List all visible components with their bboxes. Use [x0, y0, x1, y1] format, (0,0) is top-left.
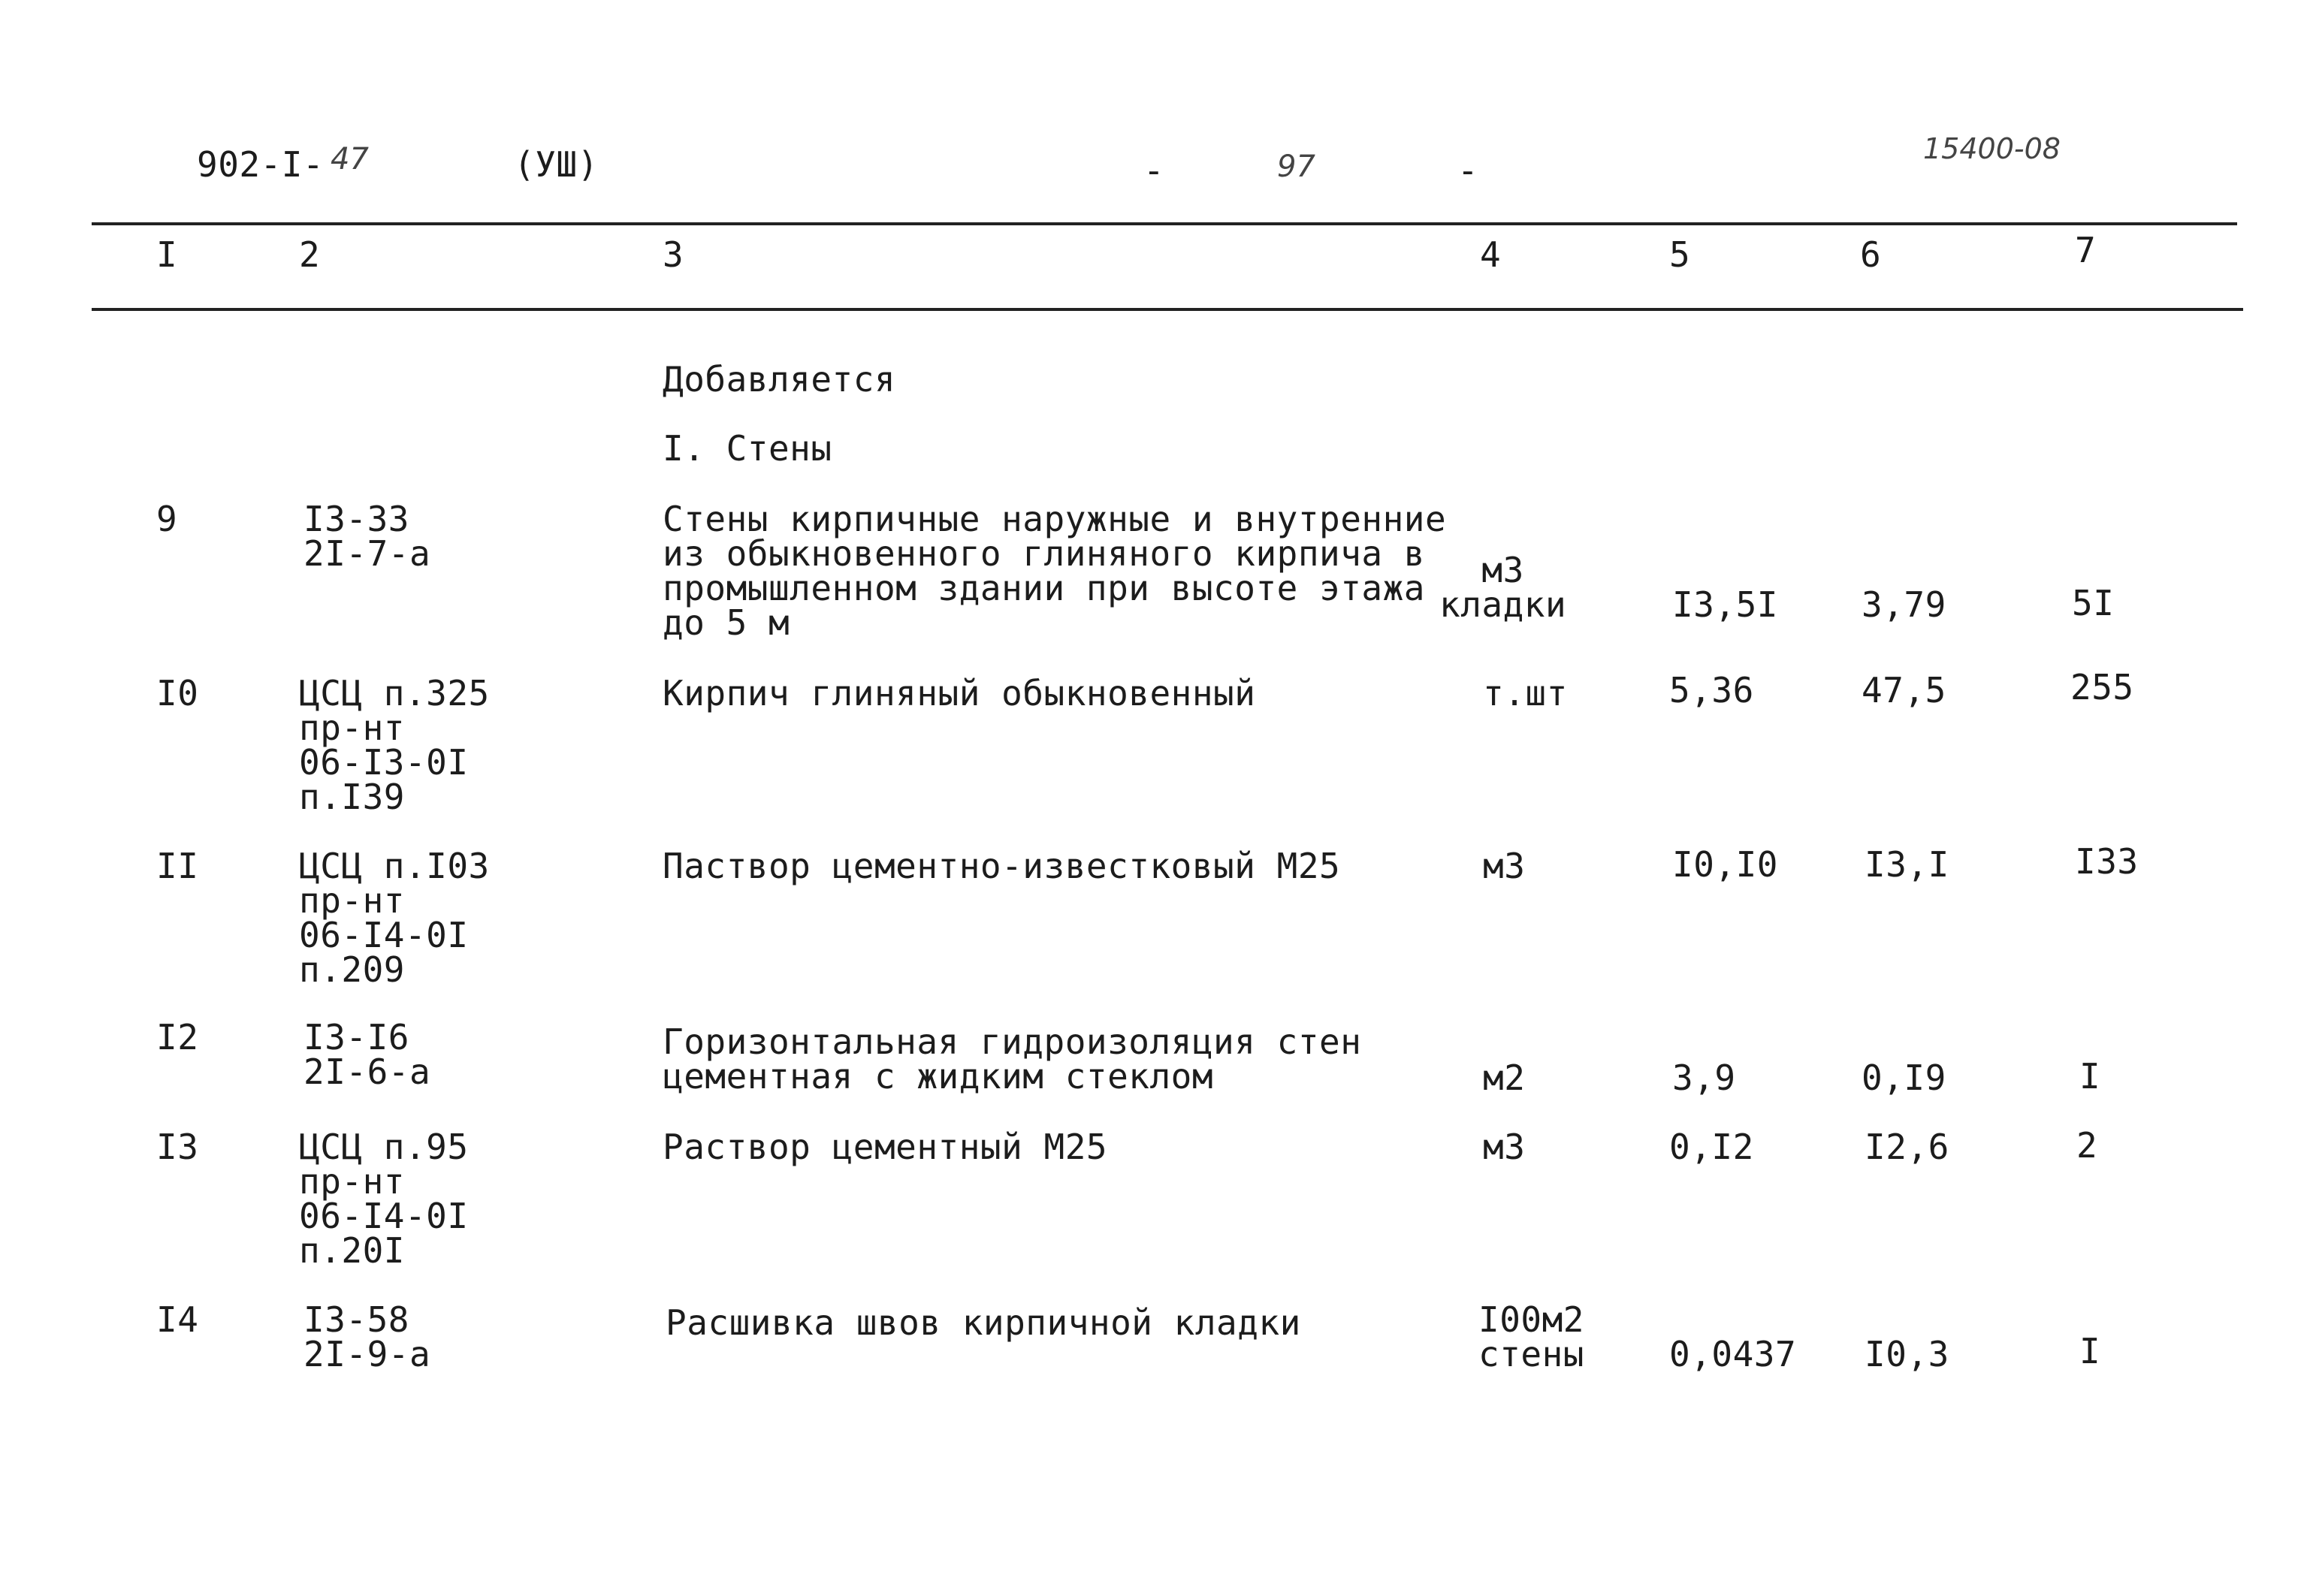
- row-unit: м3 кладки: [1439, 550, 1567, 625]
- row-description: Кирпич глиняный обыкновенный: [663, 673, 1256, 714]
- row-number: 9: [156, 499, 178, 539]
- row-total: 5I: [2072, 583, 2115, 623]
- row-code: ЦСЦ п.I03 пр-нт 06-I4-0I п.209: [299, 846, 490, 990]
- row-number: I3: [156, 1127, 199, 1167]
- row-code: ЦСЦ п.95 пр-нт 06-I4-0I п.20I: [299, 1127, 469, 1271]
- row-total: I: [2079, 1331, 2101, 1371]
- row-quantity: 0,I2: [1669, 1127, 1754, 1167]
- row-quantity: I3,5I: [1672, 584, 1778, 625]
- row-number: I0: [156, 673, 199, 714]
- row-description: Расшивка швов кирпичной кладки: [666, 1302, 1301, 1343]
- row-code: I3-33 2I-7-а: [303, 499, 431, 574]
- row-total: 255: [2070, 667, 2134, 707]
- row-total: 2: [2076, 1125, 2098, 1166]
- table-top-rule: [92, 222, 2237, 225]
- album-number: (УШ): [514, 144, 599, 185]
- row-description: Стены кирпичные наружные и внутренние из обыкновенного глиняного кирпича в промышленном здании при высоте этажа до 5 м: [663, 499, 1447, 643]
- row-number: I2: [156, 1017, 199, 1057]
- row-quantity: 5,36: [1669, 670, 1754, 711]
- row-total: I: [2079, 1056, 2101, 1097]
- row-description: Горизонтальная гидроизоляция стен цементная с жидким стеклом: [663, 1021, 1362, 1097]
- row-unit-price: I2,6: [1865, 1127, 1949, 1167]
- row-unit: т.шт: [1483, 673, 1568, 714]
- row-unit: м3: [1483, 1127, 1526, 1167]
- row-code: I3-I6 2I-6-а: [303, 1017, 431, 1092]
- column-header-3: 3: [663, 234, 684, 275]
- column-header-7: 7: [2075, 230, 2097, 270]
- row-unit-price: 3,79: [1862, 584, 1946, 625]
- column-header-4: 4: [1480, 234, 1502, 275]
- column-header-6: 6: [1860, 234, 1882, 275]
- row-total: I33: [2075, 841, 2139, 882]
- row-quantity: I0,I0: [1672, 844, 1778, 885]
- page-dash-right: -: [1457, 150, 1479, 191]
- page-dash-left: -: [1143, 150, 1165, 191]
- column-header-5: 5: [1669, 234, 1691, 275]
- row-unit-price: 47,5: [1862, 670, 1946, 711]
- table-header-bottom-rule: [92, 308, 2243, 311]
- page-number: 97: [1277, 149, 1315, 184]
- column-header-1: I: [156, 234, 178, 275]
- reference-number: 15400-08: [1923, 132, 2061, 165]
- row-unit-price: I0,3: [1865, 1334, 1949, 1374]
- row-quantity: 0,0437: [1669, 1334, 1797, 1374]
- row-quantity: 3,9: [1672, 1057, 1736, 1098]
- row-description: Паствор цементно-известковый М25: [663, 846, 1341, 886]
- row-number: II: [156, 846, 199, 886]
- document-series: 902-I-: [197, 144, 325, 185]
- row-code: I3-58 2I-9-а: [303, 1299, 431, 1374]
- row-unit: м3: [1483, 846, 1526, 886]
- section-title: I. Стены: [663, 428, 832, 469]
- row-description: Раствор цементный М25: [663, 1127, 1108, 1167]
- row-number: I4: [156, 1299, 199, 1340]
- column-header-2: 2: [299, 234, 321, 275]
- row-unit: I00м2 стены: [1478, 1299, 1584, 1374]
- row-unit-price: 0,I9: [1862, 1057, 1946, 1098]
- row-unit: м2: [1483, 1057, 1526, 1098]
- section-added-label: Добавляется: [663, 359, 896, 400]
- document-series-handwritten: 47: [331, 142, 369, 176]
- row-code: ЦСЦ п.325 пр-нт 06-I3-0I п.I39: [299, 673, 490, 817]
- row-unit-price: I3,I: [1865, 844, 1949, 885]
